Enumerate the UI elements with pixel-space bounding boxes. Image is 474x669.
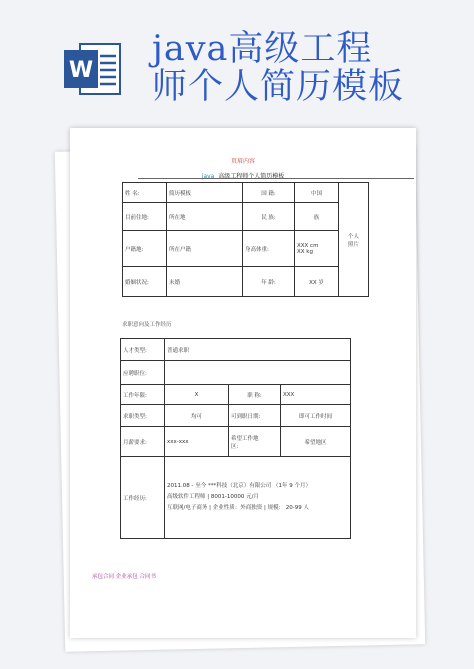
area-value: 希望地区 (281, 427, 351, 457)
salary-label: 月薪要求: (121, 427, 165, 457)
name-label: 姓 名: (123, 183, 167, 203)
job-type-label: 求职类型: (121, 405, 165, 427)
job-section-title: 求职意向及工作经历 (122, 322, 172, 328)
residence-value: 所在地 (167, 203, 243, 231)
age-value: XX 岁 (295, 267, 339, 297)
title-label: 职 称: (229, 385, 281, 405)
document-footer: 承包合同 企业承包 合同书 (92, 574, 156, 580)
header-rule (138, 178, 414, 179)
marital-value: 未婚 (167, 267, 243, 297)
ethnicity-value: 族 (295, 203, 339, 231)
title-value: XXX (281, 385, 351, 405)
page-title: java高级工程 师个人简历模板 (152, 29, 405, 107)
experience-line: 高级软件工程师 | 8001-10000 元/月 (167, 494, 259, 500)
hukou-value: 所在户籍 (167, 231, 243, 267)
nationality-value: 中国 (295, 183, 339, 203)
experience-line: 互联网/电子商务 | 企业性质：外商独资 | 规模： 20-99 人 (167, 505, 310, 511)
age-label: 年 龄: (243, 267, 295, 297)
ethnicity-label: 民 族: (243, 203, 295, 231)
body-label: 身高体重: (243, 231, 295, 267)
resume-document-page (70, 128, 416, 638)
residence-label: 目前住地: (123, 203, 167, 231)
salary-value: xxx-xxx (165, 427, 229, 457)
experience-line: 2011.08 - 至今 ***科技（北京）有限公司 （1年 9 个月） (167, 483, 311, 489)
area-label: 希望工作地 区: (229, 427, 281, 457)
start-value: 即可工作时间 (281, 405, 351, 427)
years-label: 工作年限: (121, 385, 165, 405)
hukou-label: 户籍地: (123, 231, 167, 267)
document-page-header: 页眉内容 (230, 158, 255, 165)
experience-value (165, 457, 351, 539)
job-info-table (120, 338, 351, 539)
talent-type-value: 普通求职 (165, 339, 351, 361)
nationality-label: 国 籍: (243, 183, 295, 203)
svg-text:W: W (68, 58, 94, 83)
page-header-banner (0, 0, 474, 112)
talent-type-label: 人才类型: (121, 339, 165, 361)
personal-info-table (122, 182, 369, 297)
photo-cell: 个人 照片 (339, 183, 369, 297)
position-value (165, 361, 351, 385)
document-title: java 高级工程师个人简历模板 (201, 173, 285, 180)
start-label: 可到职日期: (229, 405, 281, 427)
word-document-icon (62, 40, 124, 98)
job-type-value: 均可 (165, 405, 229, 427)
years-value: X (165, 385, 229, 405)
name-value: 简历模板 (167, 183, 243, 203)
body-value: XXX cm XX kg (295, 231, 339, 267)
experience-label: 工作经历: (121, 457, 165, 539)
position-label: 应聘职位: (121, 361, 165, 385)
marital-label: 婚姻状况: (123, 267, 167, 297)
